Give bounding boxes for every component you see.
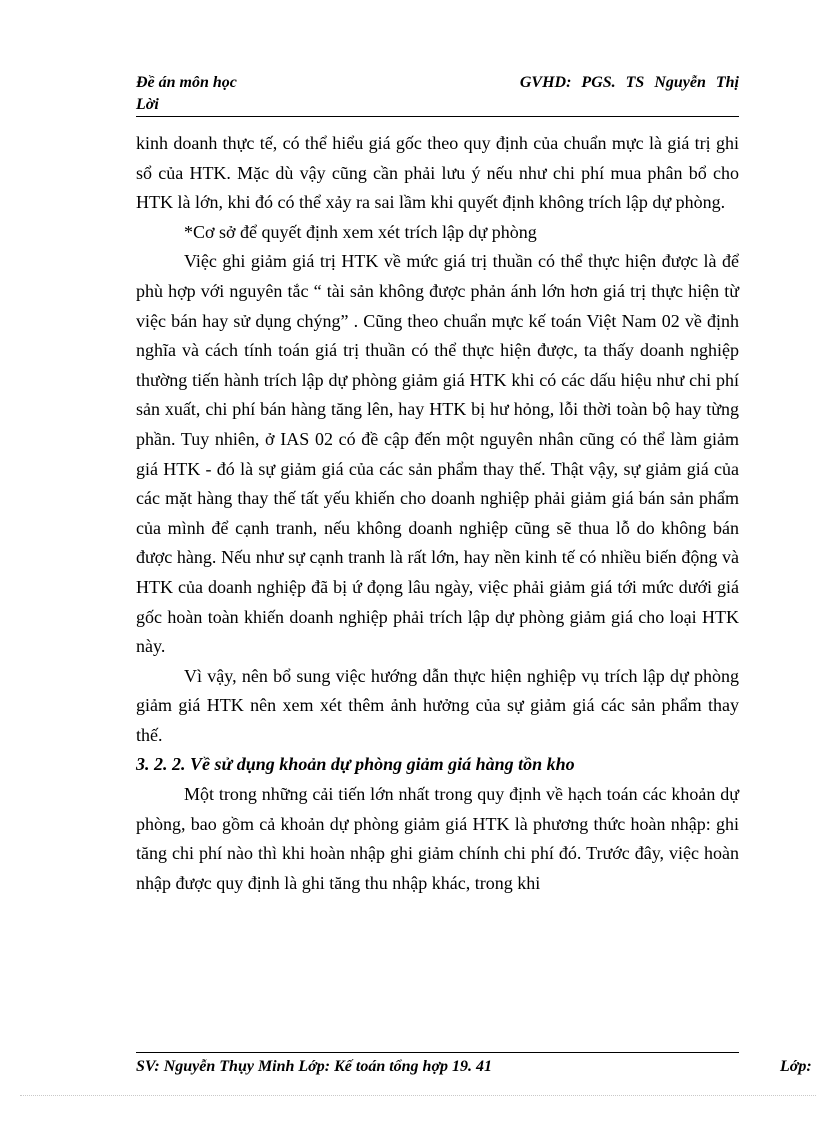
paragraph-4: Vì vậy, nên bổ sung việc hướng dẫn thực hiện nghiệp vụ trích lập dự phòng giảm giá HTK nên xem xét thêm ảnh hưởng của sự giảm giá các sản phẩm thay thế. (136, 665, 739, 745)
page-body (136, 129, 739, 898)
footer-student: SV: Nguyễn Thụy Minh Lớp: Kế toán tổng hợp 19. 41 (136, 1058, 493, 1075)
header-divider (136, 116, 739, 117)
paragraph-3: Việc ghi giảm giá trị HTK về mức giá trị thuần có thể thực hiện được là để phù hợp với nguyên tắc “ tài sản không được phản ánh lớn hơn giá trị thực hiện từ việc bán hay sử dụng chýng” . Cũng theo chuẩn mực kế toán Việt Nam 02 về định nghĩa và cách tính toán giá trị thuần có thể thực hiện được, ta thấy doanh nghiệp thường tiến hành trích lập dự phòng giảm giá HTK khi có các dấu hiệu như chi phí sản xuất, chi phí bán hàng tăng lên, hay HTK bị hư hỏng, lỗi thời toàn bộ hay từng phần. Tuy nhiên, ở IAS 02 có đề cập đến một nguyên nhân cũng có thể làm giảm giá HTK - đó là sự giảm giá của các sản phẩm thay thế. Thật vậy, sự giảm giá của các mặt hàng thay thế tất yếu khiến cho doanh nghiệp phải giảm giá bán sản phẩm của mình để cạnh tranh, nếu không doanh nghiệp cũng sẽ thua lỗ do không bán được hàng. Nếu như sự cạnh tranh là rất lớn, hay nền kinh tế có nhiều biến động và HTK của doanh nghiệp đã bị ứ đọng lâu ngày, việc phải giảm giá tới mức dưới giá gốc hoàn toàn khiến doanh nghiệp phải trích lập dự phòng giảm giá cho loại HTK này. (136, 251, 739, 657)
paragraph-2: *Cơ sở để quyết định xem xét trích lập dự phòng (184, 221, 537, 242)
footer-divider (136, 1052, 739, 1053)
section-heading: 3. 2. 2. Về sử dụng khoản dự phòng giảm giá hàng tồn kho (136, 754, 575, 775)
header-supervisor: GVHD: PGS. TS Nguyễn Thị (519, 74, 739, 91)
paragraph-5: Một trong những cải tiến lớn nhất trong quy định về hạch toán các khoản dự phòng, bao gồm cả khoản dự phòng giảm giá HTK là phương thức hoàn nhập: ghi tăng chi phí nào thì khi hoàn nhập ghi giảm chính chi phí đó. Trước đây, việc hoàn nhập được quy định là ghi tăng thu nhập khác, trong khi (136, 784, 739, 893)
header-course-title: Đề án môn học (136, 74, 237, 91)
page-bottom-border (20, 1095, 816, 1096)
page-header (136, 72, 739, 116)
footer-class: Lớp: (780, 1058, 812, 1075)
paragraph-1: kinh doanh thực tế, có thể hiểu giá gốc theo quy định của chuẩn mực là giá trị ghi sổ của HTK. Mặc dù vậy cũng cần phải lưu ý nếu như chi phí mua phân bổ cho HTK là lớn, khi đó có thể xảy ra sai lầm khi quyết định không trích lập dự phòng. (136, 133, 739, 213)
header-course-title-cont: Lời (136, 96, 159, 113)
